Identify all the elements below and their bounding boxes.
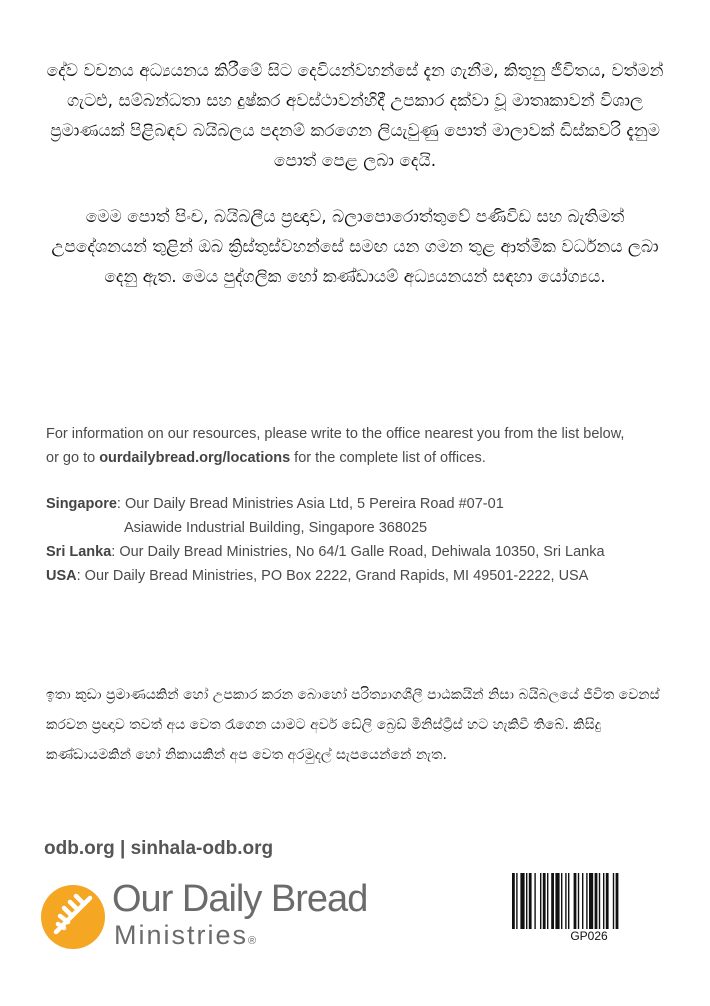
office-address: : Our Daily Bread Ministries, No 64/1 Galle Road, Dehiwala 10350, Sri Lanka (111, 544, 605, 560)
wheat-sun-icon (40, 884, 106, 950)
intro-text (40, 56, 670, 318)
odb-logo (40, 878, 380, 958)
office-info (46, 422, 676, 588)
office-singapore (46, 492, 676, 540)
barcode-code: GP026 (510, 929, 668, 943)
about-text: ඉතා කුඩා ප්‍රමාණයකින් හෝ උපකාර කරන බොහෝ පරිත්‍යාගශීලී පාඨකයින් නිසා බයිබලයේ ජීවිත වෙනස් කරවන ප්‍රඥාව තවත් අය වෙත රැගෙන යාමට අවර් ඩේලි බ්‍රෙඩ් මිනිස්ට්‍රීස් හට හැකිවී තිබේ. කිසිදු කණ්ඩායමකින් හෝ නිකායකින් අප වෙත අරමුදල් සැපයෙන්නේ නැත. (46, 687, 660, 763)
logo-wordmark-line-1: Our Daily Bread (112, 878, 368, 920)
office-address-line-2: Asiawide Industrial Building, Singapore 368025 (124, 520, 428, 536)
barcode-icon (510, 873, 668, 933)
intro-paragraph-2: මෙම පොත් පිංච, බයිබලීය ප්‍රඥාව, බලාපොරොත්තුවේ පණිවිඩ සහ බැතිමත් උපදේශනයන් තුළින් ඔබ ක්‍රිස්තුස්වහන්සේ සමඟ යන ගමන තුළ ආත්මික වර්ධනය ලබා දෙනු ඇත. මෙය පුද්ගලික හෝ කණ්ඩායම් අධ්‍යයනයන් සඳහා යෝග්‍යය. (51, 207, 659, 287)
office-sri-lanka (46, 540, 676, 564)
office-country: Sri Lanka (46, 544, 112, 560)
office-country: Singapore (46, 496, 117, 512)
office-info-lead (46, 422, 676, 470)
office-usa (46, 564, 676, 588)
locations-link[interactable]: ourdailybread.org/locations (99, 450, 291, 466)
office-address: : Our Daily Bread Ministries Asia Ltd, 5 Pereira Road #07-01 (116, 496, 504, 512)
office-address: : Our Daily Bread Ministries, PO Box 2222, Grand Rapids, MI 49501-2222, USA (76, 568, 589, 584)
logo-wordmark-line-2: Ministries® (114, 920, 257, 950)
lead-post: for the complete list of offices. (290, 450, 486, 466)
lead-line-1: For information on our resources, please write to the office nearest you from the list below, (46, 426, 625, 442)
barcode (510, 873, 668, 953)
intro-paragraph-1: දේව වචනය අධ්‍යයනය කිරීමේ සිට දෙවියන්වහන්සේ දැන ගැනීම, කිතුනු ජීවිතය, වත්මන් ගැටළු, සම්බන්ධතා සහ දුෂ්කර අවස්ථාවන්හිදී උපකාර දක්වා වූ මාතෘකාවන් විශාල ප්‍රමාණයක් පිළිබඳව බයිබලය පදනම් කරගෙන ලියැවුණු පොත් මාලාවක් ඩිස්කවරි දැනුම පොත් පෙළ ලබා දෙයි. (46, 61, 664, 171)
website-links[interactable]: odb.org | sinhala-odb.org (44, 838, 274, 859)
office-country: USA (46, 568, 77, 584)
registered-mark: ® (248, 935, 257, 947)
lead-pre: or go to (46, 450, 100, 466)
